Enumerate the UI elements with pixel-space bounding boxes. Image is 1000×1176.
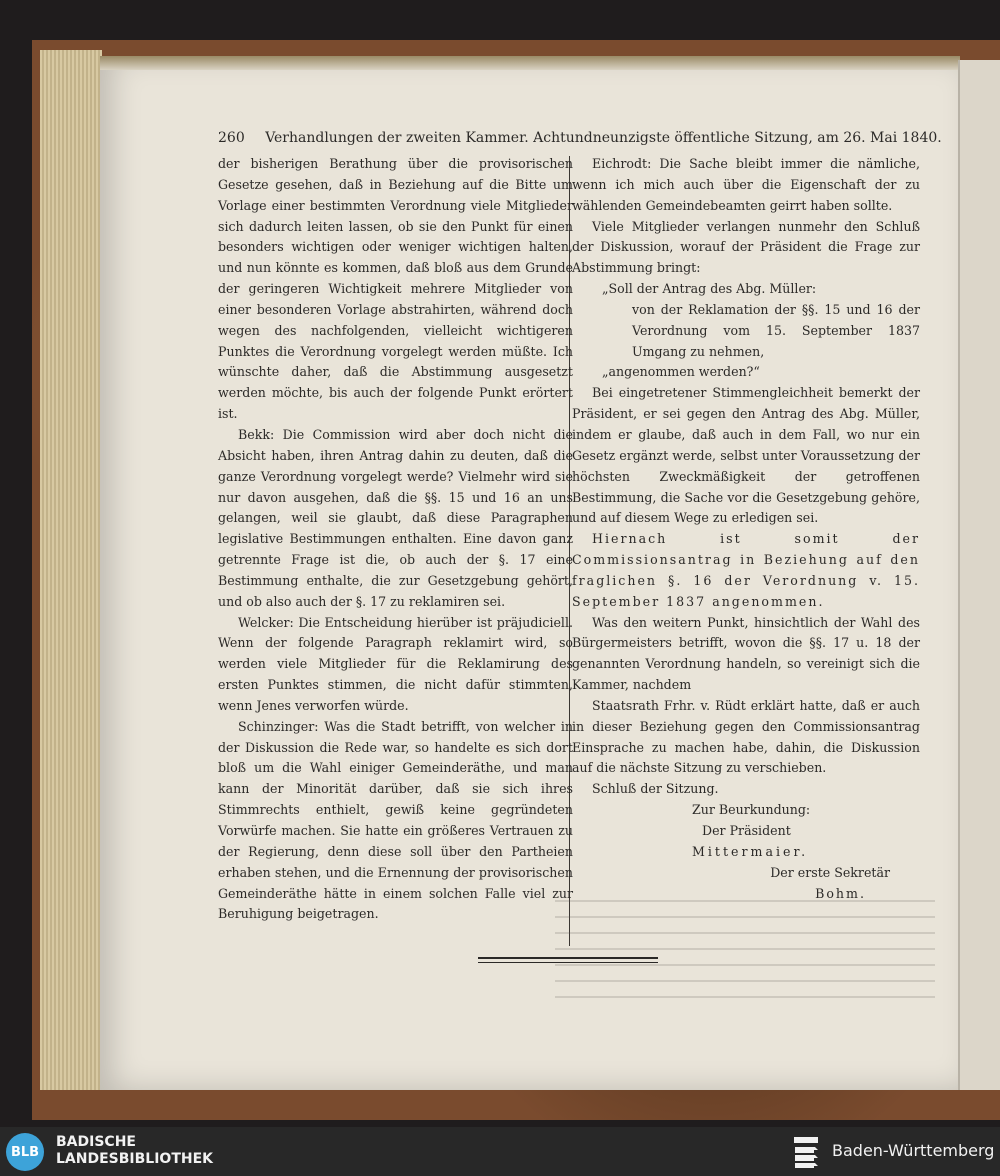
- left-column: [218, 154, 573, 925]
- page-block-edge: [40, 50, 102, 1090]
- secretary-name: Bohm.: [815, 885, 866, 901]
- paragraph: Bekk: Die Commission wird aber doch nicht die Absicht haben, ihren Antrag dahin zu deuten, daß die ganze Verordnung vorgelegt werde? Vielmehr wird sie nur davon ausgehen, daß die §§. 15 und 16 an uns gelangen, weil sie glaubt, daß diese Paragraphen legislative Bestimmungen enthalten. Eine davon ganz getrennte Frage ist die, ob auch der §. 17 eine Bestimmung enthalte, die zur Gesetzgebung gehört, und ob also auch der §. 17 zu reklamiren sei.: [218, 426, 573, 609]
- facing-page-edge: [958, 60, 1000, 1090]
- running-title: Verhandlungen der zweiten Kammer. Achtundneunzigste öffentliche Sitzung, am 26. Mai 1840.: [265, 130, 942, 146]
- session-close: Schluß der Sitzung.: [592, 781, 719, 797]
- paragraph: Welcker: Die Entscheidung hierüber ist präjudiciell. Wenn der folgende Paragraph reklamirt wird, so werden viele Mitglieder für die Reklamirung des ersten Punktes stimmen, die nicht dafür stimmten, wenn Jenes verworfen würde.: [218, 614, 573, 713]
- state-name[interactable]: Baden-Württemberg: [832, 1141, 995, 1160]
- paragraph: Viele Mitglieder verlangen nunmehr den Schluß der Diskussion, worauf der Präsident die Frage zur Abstimmung bringt:: [572, 218, 920, 276]
- quoted-question-end: „angenommen werden?“: [602, 364, 760, 380]
- president-title: Der Präsident: [702, 823, 791, 838]
- secretary-title: Der erste Sekretär: [770, 864, 890, 880]
- paragraph: Staatsrath Frhr. v. Rüdt erklärt hatte, daß er auch in dieser Beziehung gegen den Commissionsantrag Einsprache zu machen habe, dahin, die Diskussion auf die nächste Sitzung zu verschieben.: [572, 697, 920, 776]
- viewer-footer: [0, 1127, 1000, 1176]
- blb-logo[interactable]: BLB: [6, 1133, 44, 1171]
- library-name-line1: BADISCHE: [56, 1134, 136, 1150]
- running-header: [218, 130, 942, 146]
- paragraph: Was den weitern Punkt, hinsichtlich der Wahl des Bürgermeisters betrifft, wovon die §§. 17 u. 18 der genannten Verordnung handeln, so vereinigt sich die Kammer, nachdem: [572, 614, 920, 693]
- library-name[interactable]: [56, 1134, 213, 1168]
- page-top-edge: [100, 56, 960, 70]
- page-number: 260: [218, 130, 245, 146]
- paragraph: Bei eingetretener Stimmengleichheit bemerkt der Präsident, er sei gegen den Antrag des Abg. Müller, indem er glaube, daß auch in dem Fall, wo nur ein Gesetz ergänzt werde, selbst unter Voraussetzung der höchsten Zweckmäßigkeit der getroffenen Bestimmung, die Sache vor die Gesetzgebung gehöre, und auf diesem Wege zu erledigen sei.: [572, 385, 920, 526]
- book-page: [100, 56, 960, 1090]
- attestation-line: Zur Beurkundung:: [692, 802, 811, 818]
- quoted-motion: von der Reklamation der §§. 15 und 16 der Verordnung vom 15. September 1837 Umgang zu nehmen,: [632, 301, 920, 359]
- state-lions-icon: [792, 1135, 820, 1169]
- library-name-line2: LANDESBIBLIOTHEK: [56, 1151, 214, 1167]
- paragraph: der bisherigen Berathung über die provisorischen Gesetze gesehen, daß in Beziehung auf die Bitte um Vorlage einer bestimmten Verordnung viele Mitglieder sich dadurch leiten lassen, ob sie den Punkt für einen besonders wichtigen oder weniger wichtigen halten, und nun könnte es kommen, daß bloß aus dem Grunde der geringeren Wichtigkeit mehrere Mitglieder von einer besonderen Vorlage abstrahirten, während doch wegen des nachfolgenden, vielleicht wichtigeren Punktes die Verordnung vorgelegt werden müßte. Ich wünschte daher, daß die Abstimmung ausgesetzt werden möchte, bis auch der folgende Punkt erörtert ist.: [218, 156, 573, 422]
- president-name: Mittermaier.: [692, 843, 809, 859]
- end-rule-thin: [478, 962, 658, 963]
- paragraph: Eichrodt: Die Sache bleibt immer die nämliche, wenn ich mich auch über die Eigenschaft der zu wählenden Gemeindebeamten geirrt haben sollte.: [572, 156, 920, 213]
- resolution-paragraph: Hiernach ist somit der Commissionsantrag in Beziehung auf den fraglichen §. 16 der Verordnung v. 15. September 1837 angenommen.: [572, 531, 920, 609]
- right-column: [572, 154, 920, 904]
- end-rule: [478, 957, 658, 959]
- show-through-text: [555, 886, 935, 1026]
- quoted-question: „Soll der Antrag des Abg. Müller:: [602, 281, 817, 297]
- paragraph: Schinzinger: Was die Stadt betrifft, von welcher in der Diskussion die Rede war, so handelte es sich dort bloß um die Wahl einiger Gemeinderäthe, und man kann der Minorität darüber, daß sie sich ihres Stimmrechts enthielt, gewiß keine gegründeten Vorwürfe machen. Sie hatte ein größeres Vertrauen zu der Regierung, denn diese soll über den Partheien erhaben stehen, und die Ernennung der provisorischen Gemeinderäthe hätte in einem solchen Falle viel zur Beruhigung beigetragen.: [218, 718, 573, 922]
